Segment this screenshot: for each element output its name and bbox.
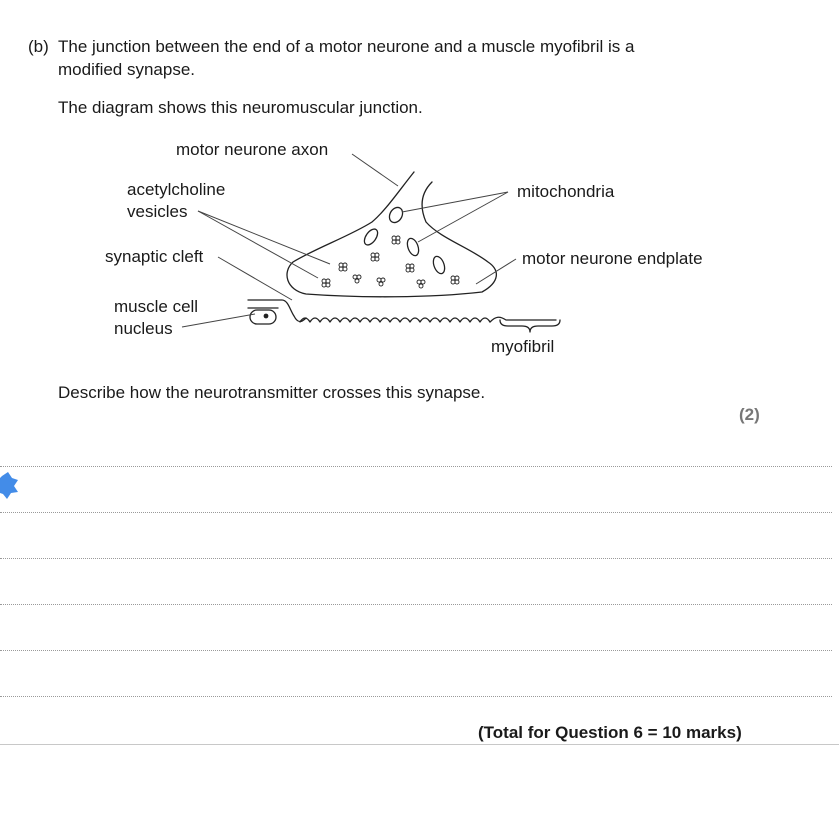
question-intro-line2: modified synapse. bbox=[58, 60, 196, 79]
label-acetylcholine: acetylcholine bbox=[127, 180, 226, 199]
label-motor-neurone-axon: motor neurone axon bbox=[176, 140, 329, 159]
part-label: (b) bbox=[28, 37, 49, 56]
label-muscle-cell: muscle cell bbox=[114, 297, 199, 316]
label-vesicles: vesicles bbox=[127, 202, 188, 221]
diagram-caption: The diagram shows this neuromuscular junction. bbox=[58, 98, 423, 117]
marks-available: (2) bbox=[739, 405, 760, 424]
label-myofibril: myofibril bbox=[491, 337, 555, 356]
label-motor-neurone-endplate: motor neurone endplate bbox=[522, 249, 703, 268]
question-intro-line1: The junction between the end of a motor neurone and a muscle myofibril is a bbox=[58, 37, 635, 56]
question-total: (Total for Question 6 = 10 marks) bbox=[478, 723, 742, 742]
label-mitochondria: mitochondria bbox=[517, 182, 615, 201]
question-prompt: Describe how the neurotransmitter crosses this synapse. bbox=[58, 383, 486, 402]
total-divider bbox=[0, 744, 839, 745]
label-nucleus: nucleus bbox=[114, 319, 173, 338]
label-synaptic-cleft: synaptic cleft bbox=[105, 247, 204, 266]
